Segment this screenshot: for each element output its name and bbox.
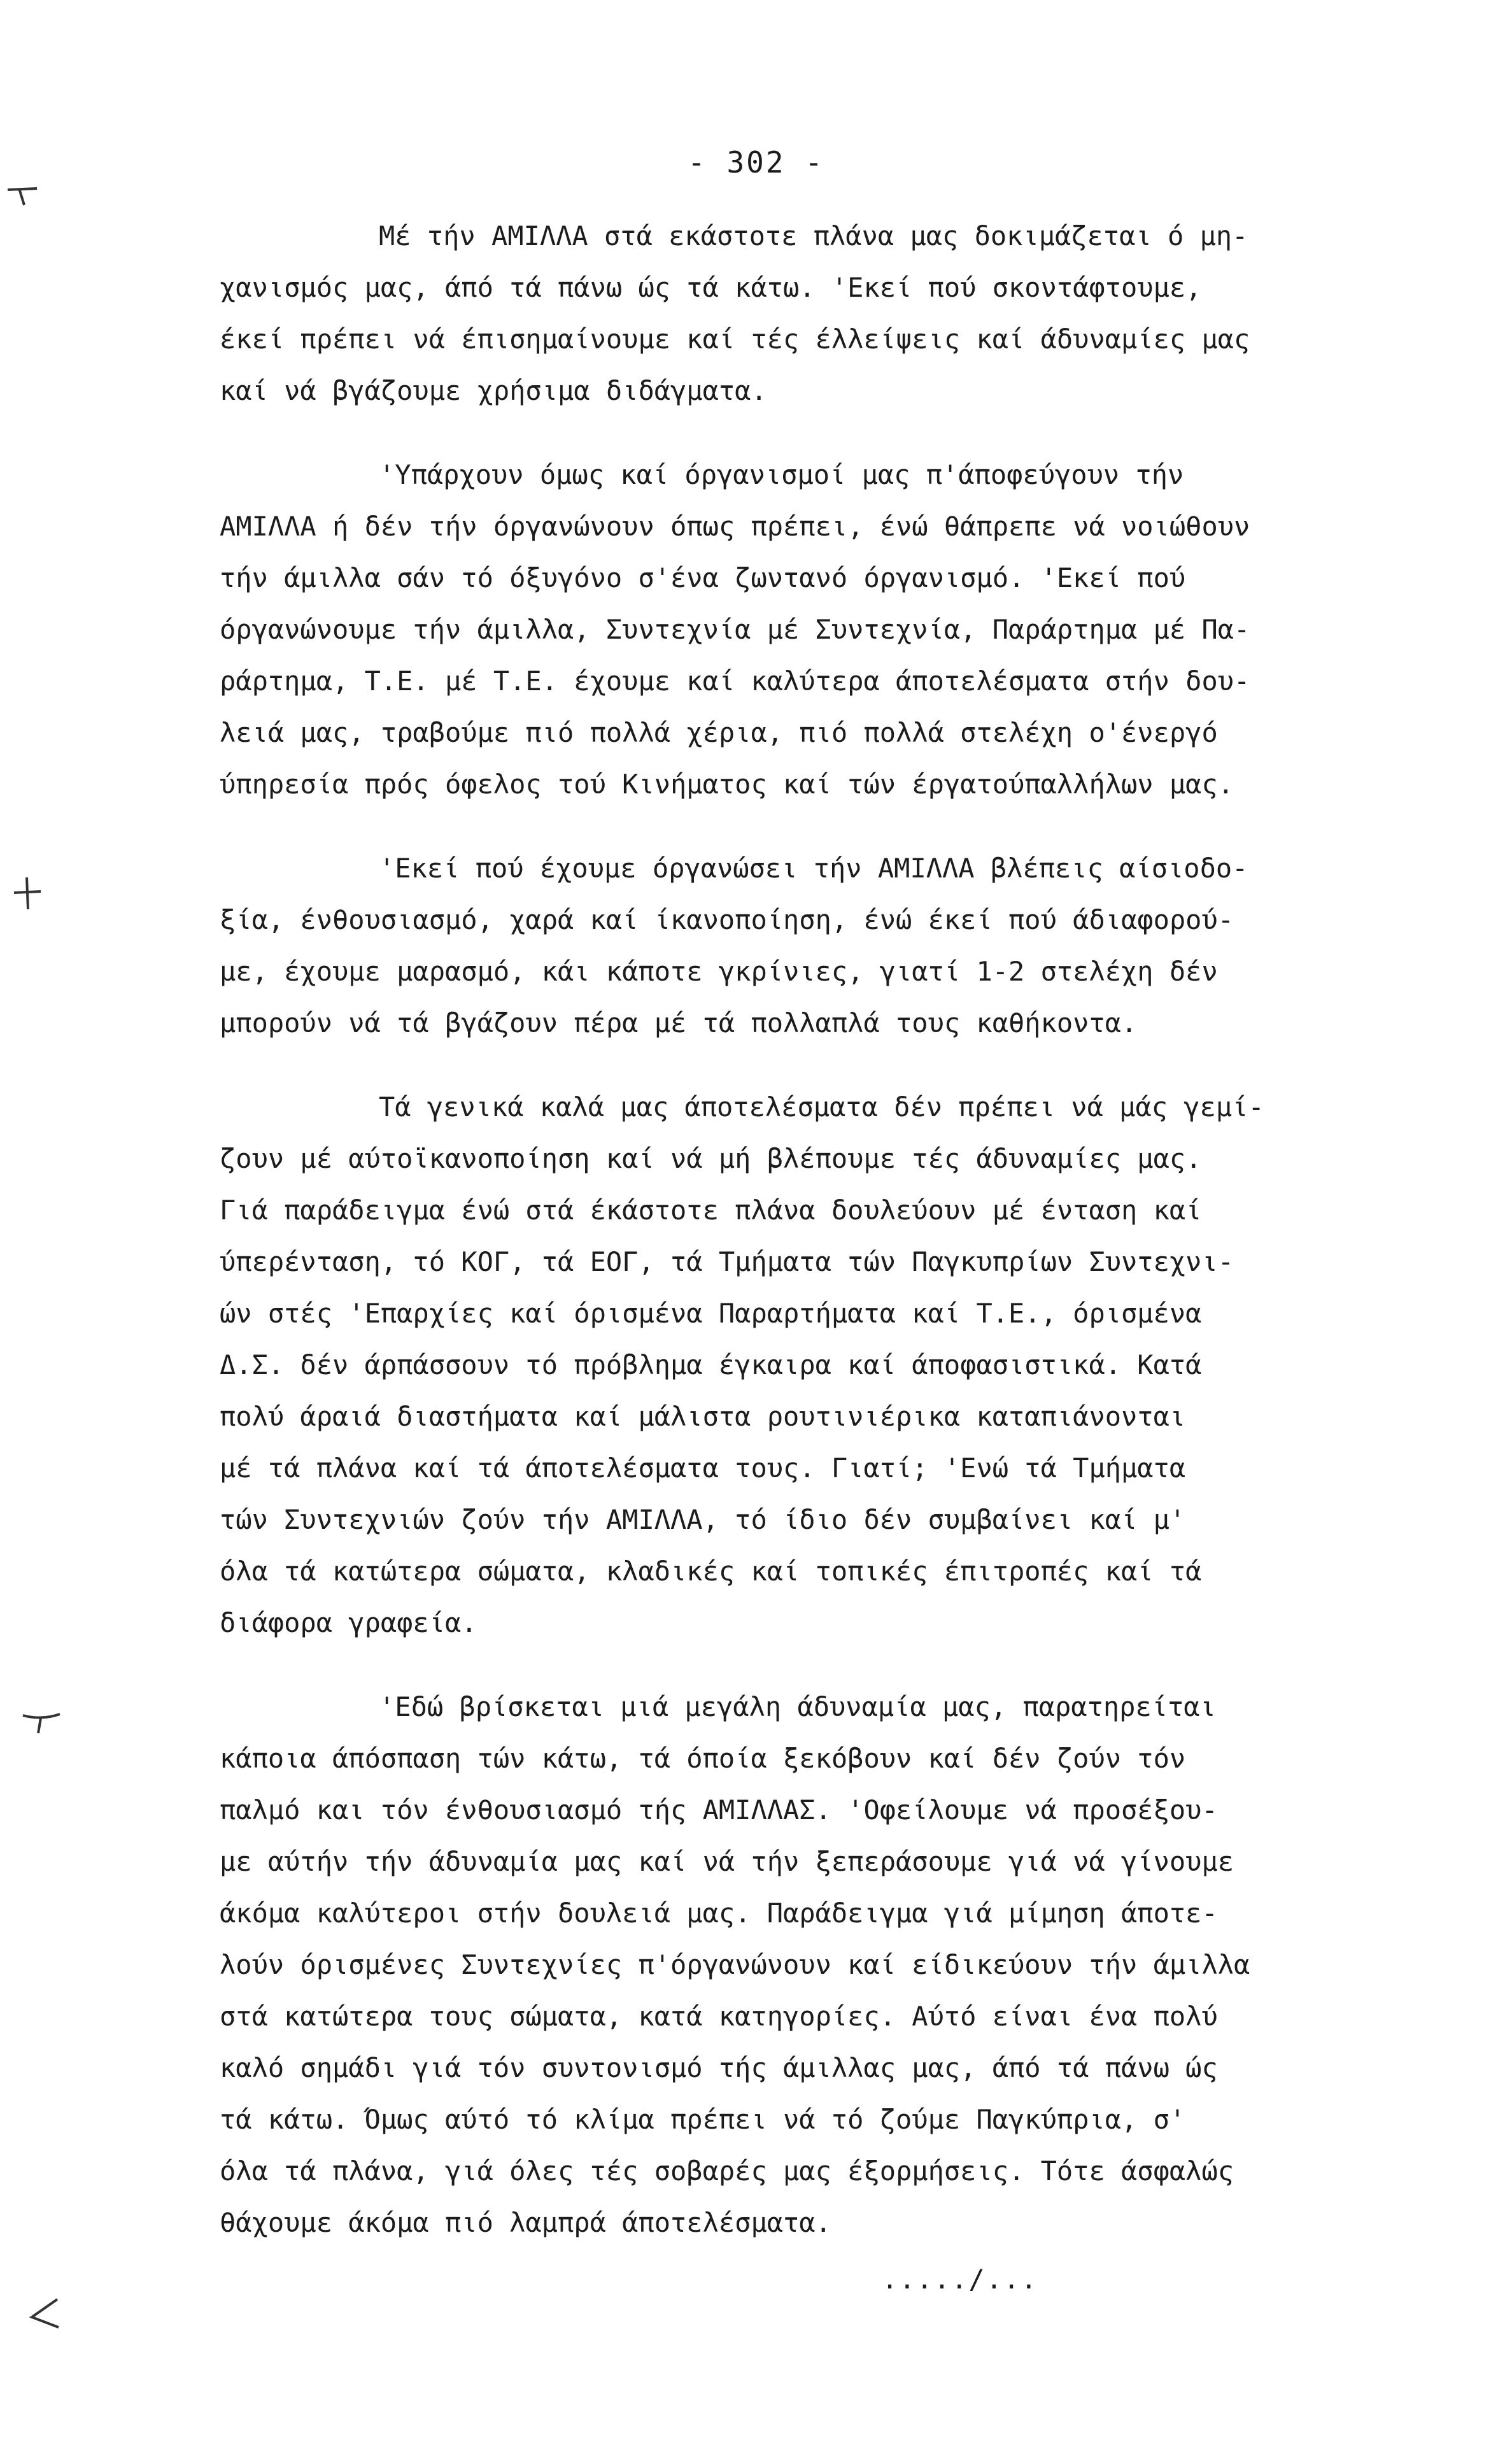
text-line: τών Συντεχνιών ζούν τήν ΑΜΙΛΛΑ, τό ίδιο δέν συμβαίνει καί μ' bbox=[220, 1504, 1186, 1535]
text-line: όργανώνουμε τήν άμιλλα, Συντεχνία μέ Συντεχνία, Παράρτημα μέ Πα- bbox=[220, 614, 1250, 645]
text-line: παλμό και τόν ένθουσιασμό τής ΑΜΙΛΛΑΣ. 'Οφείλουμε νά προσέξου- bbox=[220, 1794, 1218, 1826]
text-line: θάχουμε άκόμα πιό λαμπρά άποτελέσματα. bbox=[220, 2207, 831, 2238]
text-line: λειά μας, τραβούμε πιό πολλά χέρια, πιό πολλά στελέχη ο'ένεργό bbox=[220, 717, 1218, 748]
text-line: καλό σημάδι γιά τόν συντονισμό τής άμιλλας μας, άπό τά πάνω ώς bbox=[220, 2052, 1218, 2083]
margin-tick-mark bbox=[19, 1710, 64, 1736]
text-line: πολύ άραιά διαστήματα καί μάλιστα ρουτινιέρικα καταπιάνονται bbox=[220, 1401, 1186, 1432]
margin-tick-mark bbox=[5, 183, 43, 209]
text-line: διάφορα γραφεία. bbox=[220, 1607, 477, 1638]
text-line: άκόμα καλύτεροι στήν δουλειά μας. Παράδειγμα γιά μίμηση άποτε- bbox=[220, 1897, 1218, 1929]
text-line: τά κάτω. Όμως αύτό τό κλίμα πρέπει νά τό ζούμε Παγκύπρια, σ' bbox=[220, 2104, 1186, 2135]
text-line: ΑΜΙΛΛΑ ή δέν τήν όργανώνουν όπως πρέπει, ένώ θάπρεπε νά νοιώθουν bbox=[220, 511, 1250, 542]
text-line: 'Εδώ βρίσκεται μιά μεγάλη άδυναμία μας, παρατηρείται bbox=[379, 1691, 1216, 1722]
text-line: ύπηρεσία πρός όφελος τού Κινήματος καί τών έργατούπαλλήλων μας. bbox=[220, 769, 1234, 800]
text-line: όλα τά πλάνα, γιά όλες τές σοβαρές μας έξορμήσεις. Τότε άσφαλώς bbox=[220, 2155, 1234, 2187]
text-line: με αύτήν τήν άδυναμία μας καί νά τήν ξεπεράσουμε γιά νά γίνουμε bbox=[220, 1846, 1234, 1877]
paragraph bbox=[220, 1081, 1340, 1649]
document-body bbox=[220, 210, 1340, 2281]
text-line: ύπερένταση, τό ΚΟΓ, τά ΕΟΓ, τά Τμήματα τών Παγκυπρίων Συντεχνι- bbox=[220, 1246, 1234, 1277]
continuation-mark: ...../... bbox=[882, 2264, 1038, 2295]
text-line: Δ.Σ. δέν άρπάσσουν τό πρόβλημα έγκαιρα καί άποφασιστικά. Κατά bbox=[220, 1349, 1202, 1380]
text-line: μπορούν νά τά βγάζουν πέρα μέ τά πολλαπλά τους καθήκοντα. bbox=[220, 1007, 1138, 1039]
text-line: Τά γενικά καλά μας άποτελέσματα δέν πρέπει νά μάς γεμί- bbox=[379, 1091, 1264, 1123]
text-line: στά κατώτερα τους σώματα, κατά κατηγορίες. Αύτό είναι ένα πολύ bbox=[220, 2001, 1218, 2032]
margin-arrow-mark bbox=[25, 2295, 64, 2334]
text-line: χανισμός μας, άπό τά πάνω ώς τά κάτω. 'Εκεί πού σκοντάφτουμε, bbox=[220, 272, 1202, 303]
text-line: ζουν μέ αύτοϊκανοποίηση καί νά μή βλέπουμε τές άδυναμίες μας. bbox=[220, 1143, 1202, 1174]
paragraph bbox=[220, 842, 1340, 1049]
text-line: ξία, ένθουσιασμό, χαρά καί ίκανοποίηση, ένώ έκεί πού άδιαφορού- bbox=[220, 904, 1234, 935]
page-number: - 302 - bbox=[688, 145, 824, 180]
paragraph bbox=[220, 449, 1340, 810]
text-line: λούν όρισμένες Συντεχνίες π'όργανώνουν καί είδικεύουν τήν άμιλλα bbox=[220, 1949, 1250, 1980]
paragraph bbox=[220, 1681, 1340, 2248]
text-line: ών στές 'Επαρχίες καί όρισμένα Παραρτήματα καί Τ.Ε., όρισμένα bbox=[220, 1298, 1202, 1329]
text-line: έκεί πρέπει νά έπισημαίνουμε καί τές έλλείψεις καί άδυναμίες μας bbox=[220, 323, 1250, 355]
text-line: 'Υπάρχουν όμως καί όργανισμοί μας π'άποφεύγουν τήν bbox=[379, 459, 1184, 490]
margin-cross-mark bbox=[11, 874, 43, 912]
text-line: 'Εκεί πού έχουμε όργανώσει τήν ΑΜΙΛΛΑ βλέπεις αίσιοδο- bbox=[379, 853, 1248, 884]
text-line: όλα τά κατώτερα σώματα, κλαδικές καί τοπικές έπιτροπές καί τά bbox=[220, 1556, 1202, 1587]
text-line: ράρτημα, Τ.Ε. μέ Τ.Ε. έχουμε καί καλύτερα άποτελέσματα στήν δου- bbox=[220, 665, 1250, 697]
text-line: με, έχουμε μαρασμό, κάι κάποτε γκρίνιες, γιατί 1-2 στελέχη δέν bbox=[220, 956, 1218, 987]
text-line: κάποια άπόσπαση τών κάτω, τά όποία ξεκόβουν καί δέν ζούν τόν bbox=[220, 1743, 1186, 1774]
text-line: τήν άμιλλα σάν τό όξυγόνο σ'ένα ζωντανό όργανισμό. 'Εκεί πού bbox=[220, 562, 1186, 593]
text-line: Γιά παράδειγμα ένώ στά έκάστοτε πλάνα δουλεύουν μέ ένταση καί bbox=[220, 1195, 1202, 1226]
text-line: μέ τά πλάνα καί τά άποτελέσματα τους. Γιατί; 'Ενώ τά Τμήματα bbox=[220, 1452, 1186, 1484]
paragraph bbox=[220, 210, 1340, 416]
text-line: καί νά βγάζουμε χρήσιμα διδάγματα. bbox=[220, 375, 767, 406]
text-line: Μέ τήν ΑΜΙΛΛΑ στά εκάστοτε πλάνα μας δοκιμάζεται ό μη- bbox=[379, 220, 1248, 252]
